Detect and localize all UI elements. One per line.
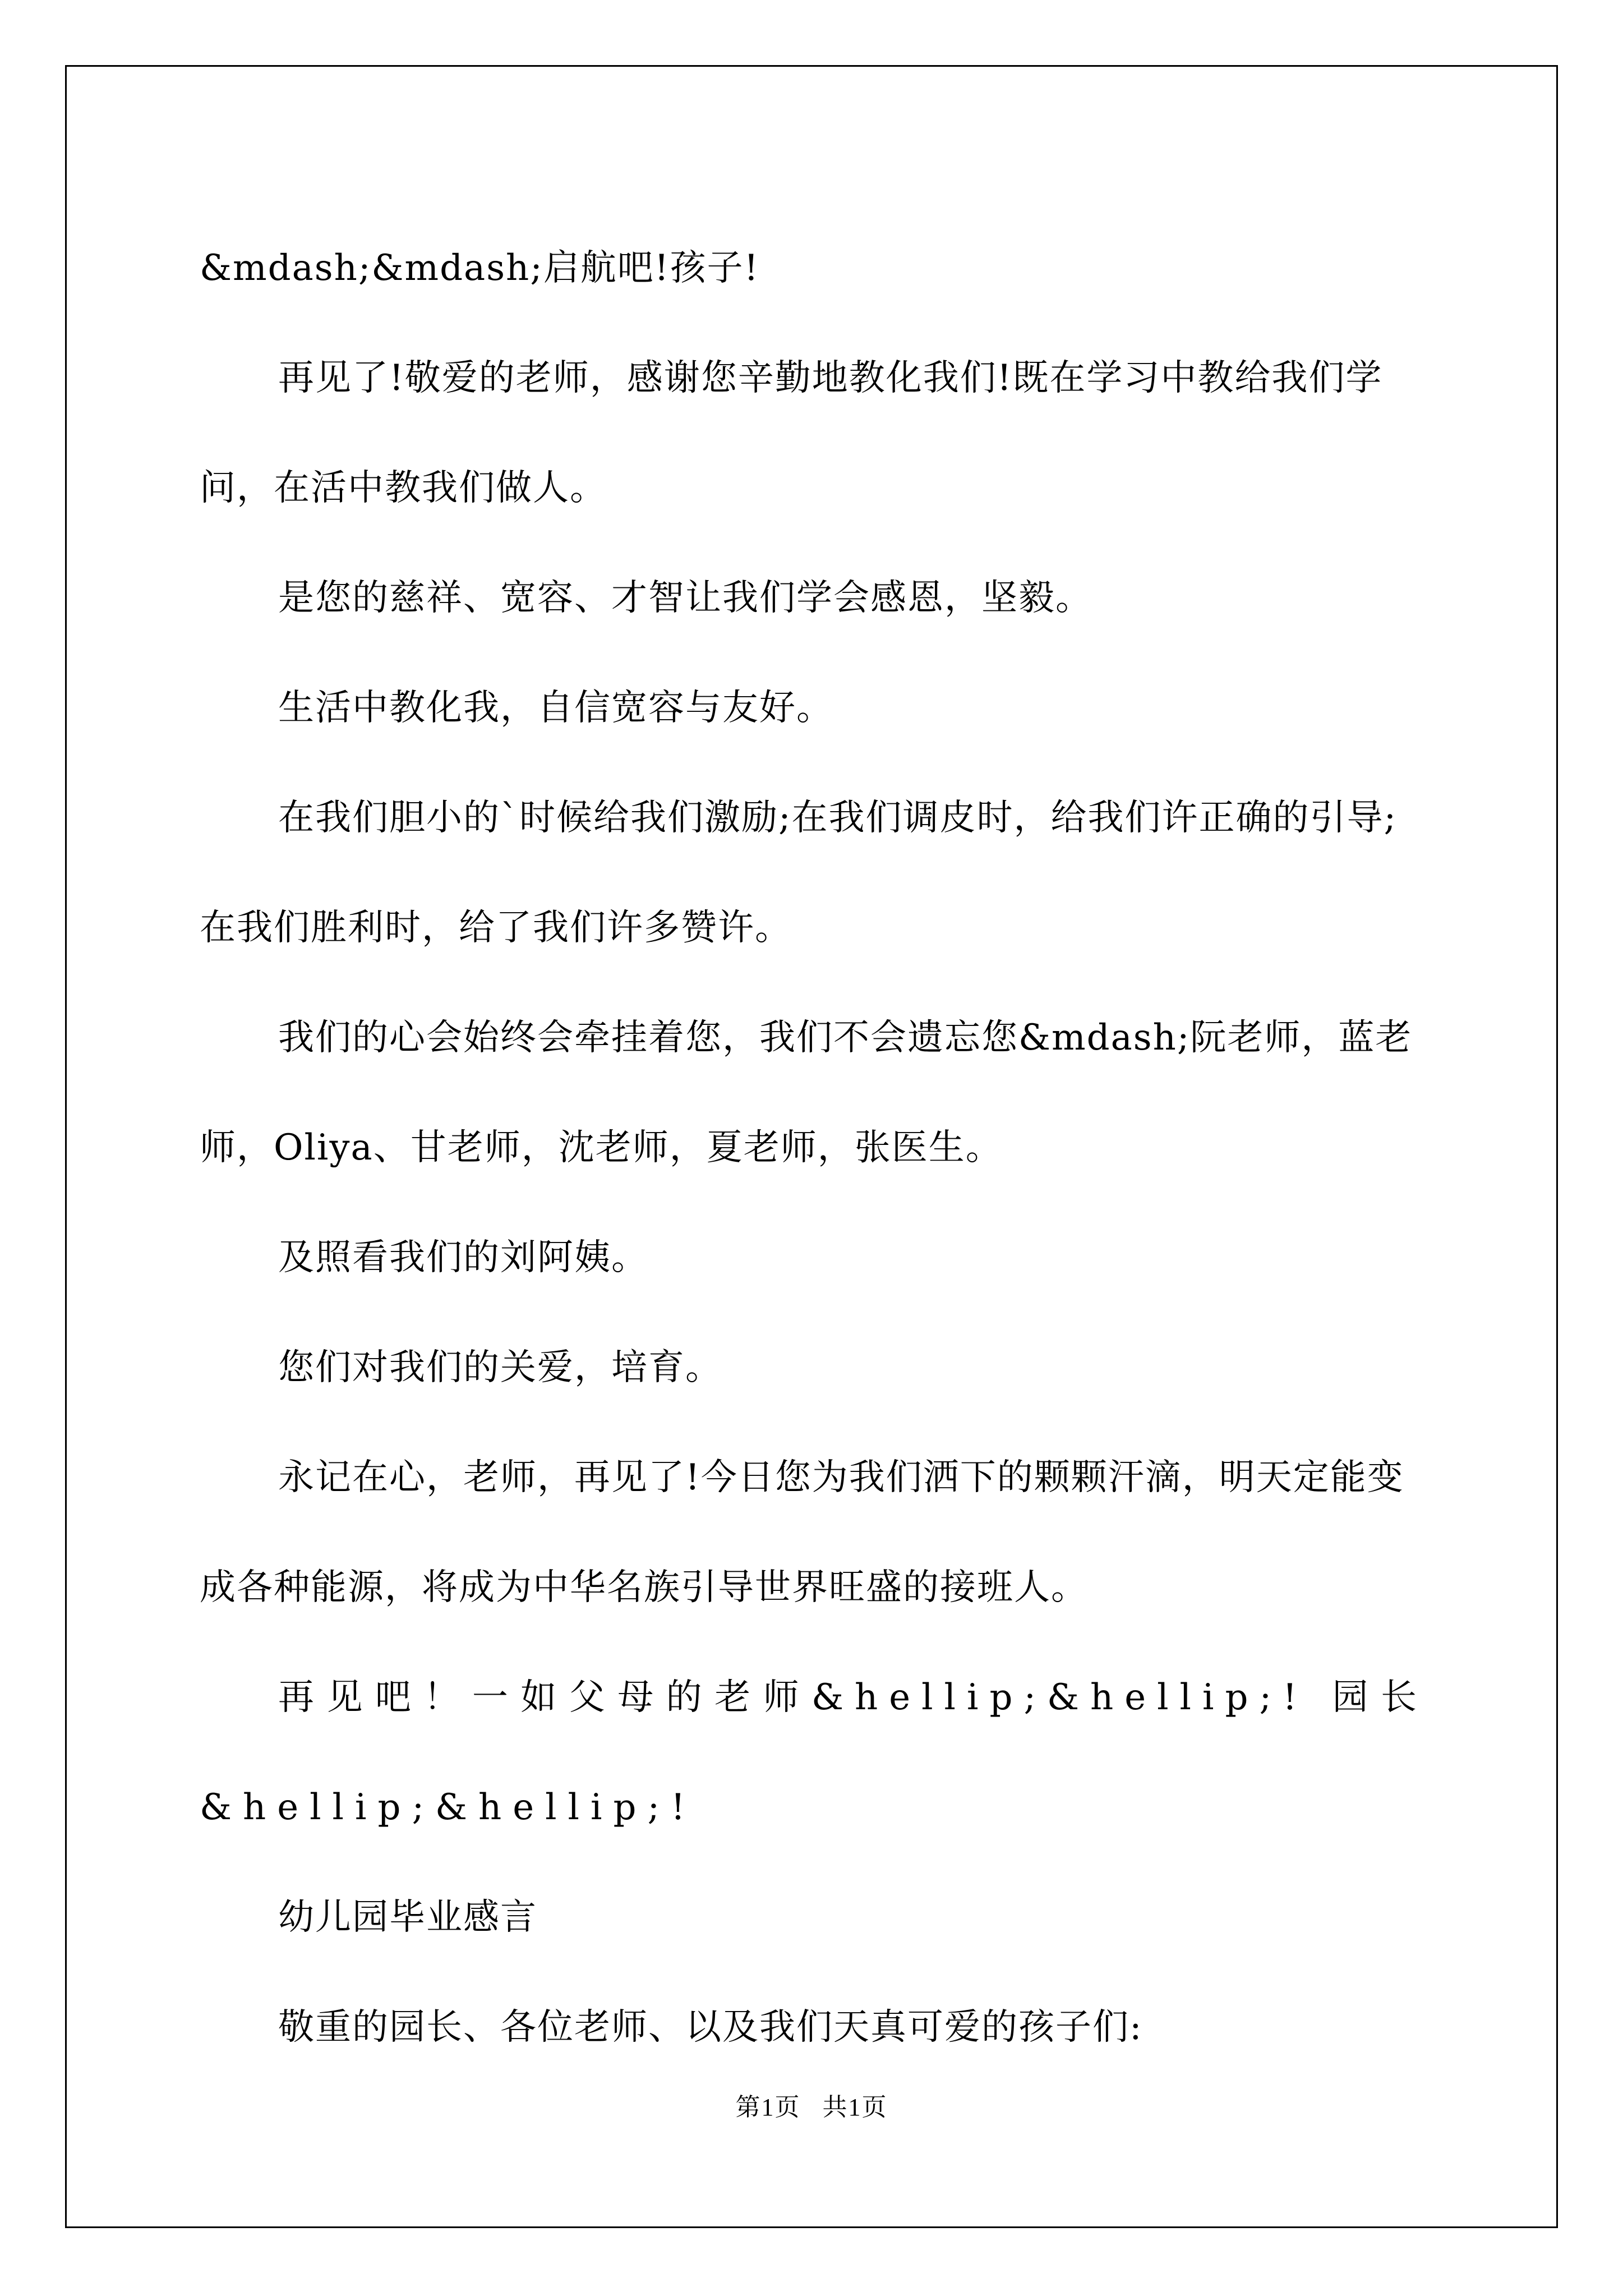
page-total: 共1页: [822, 2093, 888, 2121]
paragraph-1: &mdash;&mdash;启航吧!孩子!: [200, 247, 760, 289]
page-number: 第1页: [735, 2093, 801, 2121]
paragraph-11: 幼儿园毕业感言: [278, 1897, 537, 1938]
paragraph-3: 是您的慈祥、宽容、才智让我们学会感恩，坚毅。: [278, 577, 1092, 619]
paragraph-8: 您们对我们的关爱，培育。: [278, 1347, 722, 1388]
paragraph-7: 及照看我们的刘阿姨。: [278, 1237, 648, 1278]
document-body: [200, 213, 1428, 2082]
paragraph-5: 在我们胆小的`时候给我们激励;在我们调皮时，给我们许正确的引导;在我们胜利时，给了我们许多赞许。: [200, 797, 1398, 949]
paragraph-4: 生活中教化我，自信宽容与友好。: [278, 687, 833, 729]
paragraph-12: 敬重的园长、各位老师、以及我们天真可爱的孩子们:: [278, 2007, 1143, 2048]
paragraph-6: 我们的心会始终会牵挂着您，我们不会遗忘您&mdash;阮老师，蓝老师，Oliya、甘老师，沈老师，夏老师，张医生。: [200, 1017, 1413, 1168]
page-footer: [0, 2087, 1623, 2123]
paragraph-10: 再见吧！一如父母的老师&hellip;&hellip;! 园长&hellip;&hellip;!: [200, 1677, 1428, 1828]
paragraph-2: 再见了!敬爱的老师，感谢您辛勤地教化我们!既在学习中教给我们学问，在活中教我们做人。: [200, 357, 1383, 509]
paragraph-9: 永记在心，老师，再见了!今日您为我们洒下的颗颗汗滴，明天定能变成各种能源，将成为中华名族引导世界旺盛的接班人。: [200, 1457, 1404, 1608]
